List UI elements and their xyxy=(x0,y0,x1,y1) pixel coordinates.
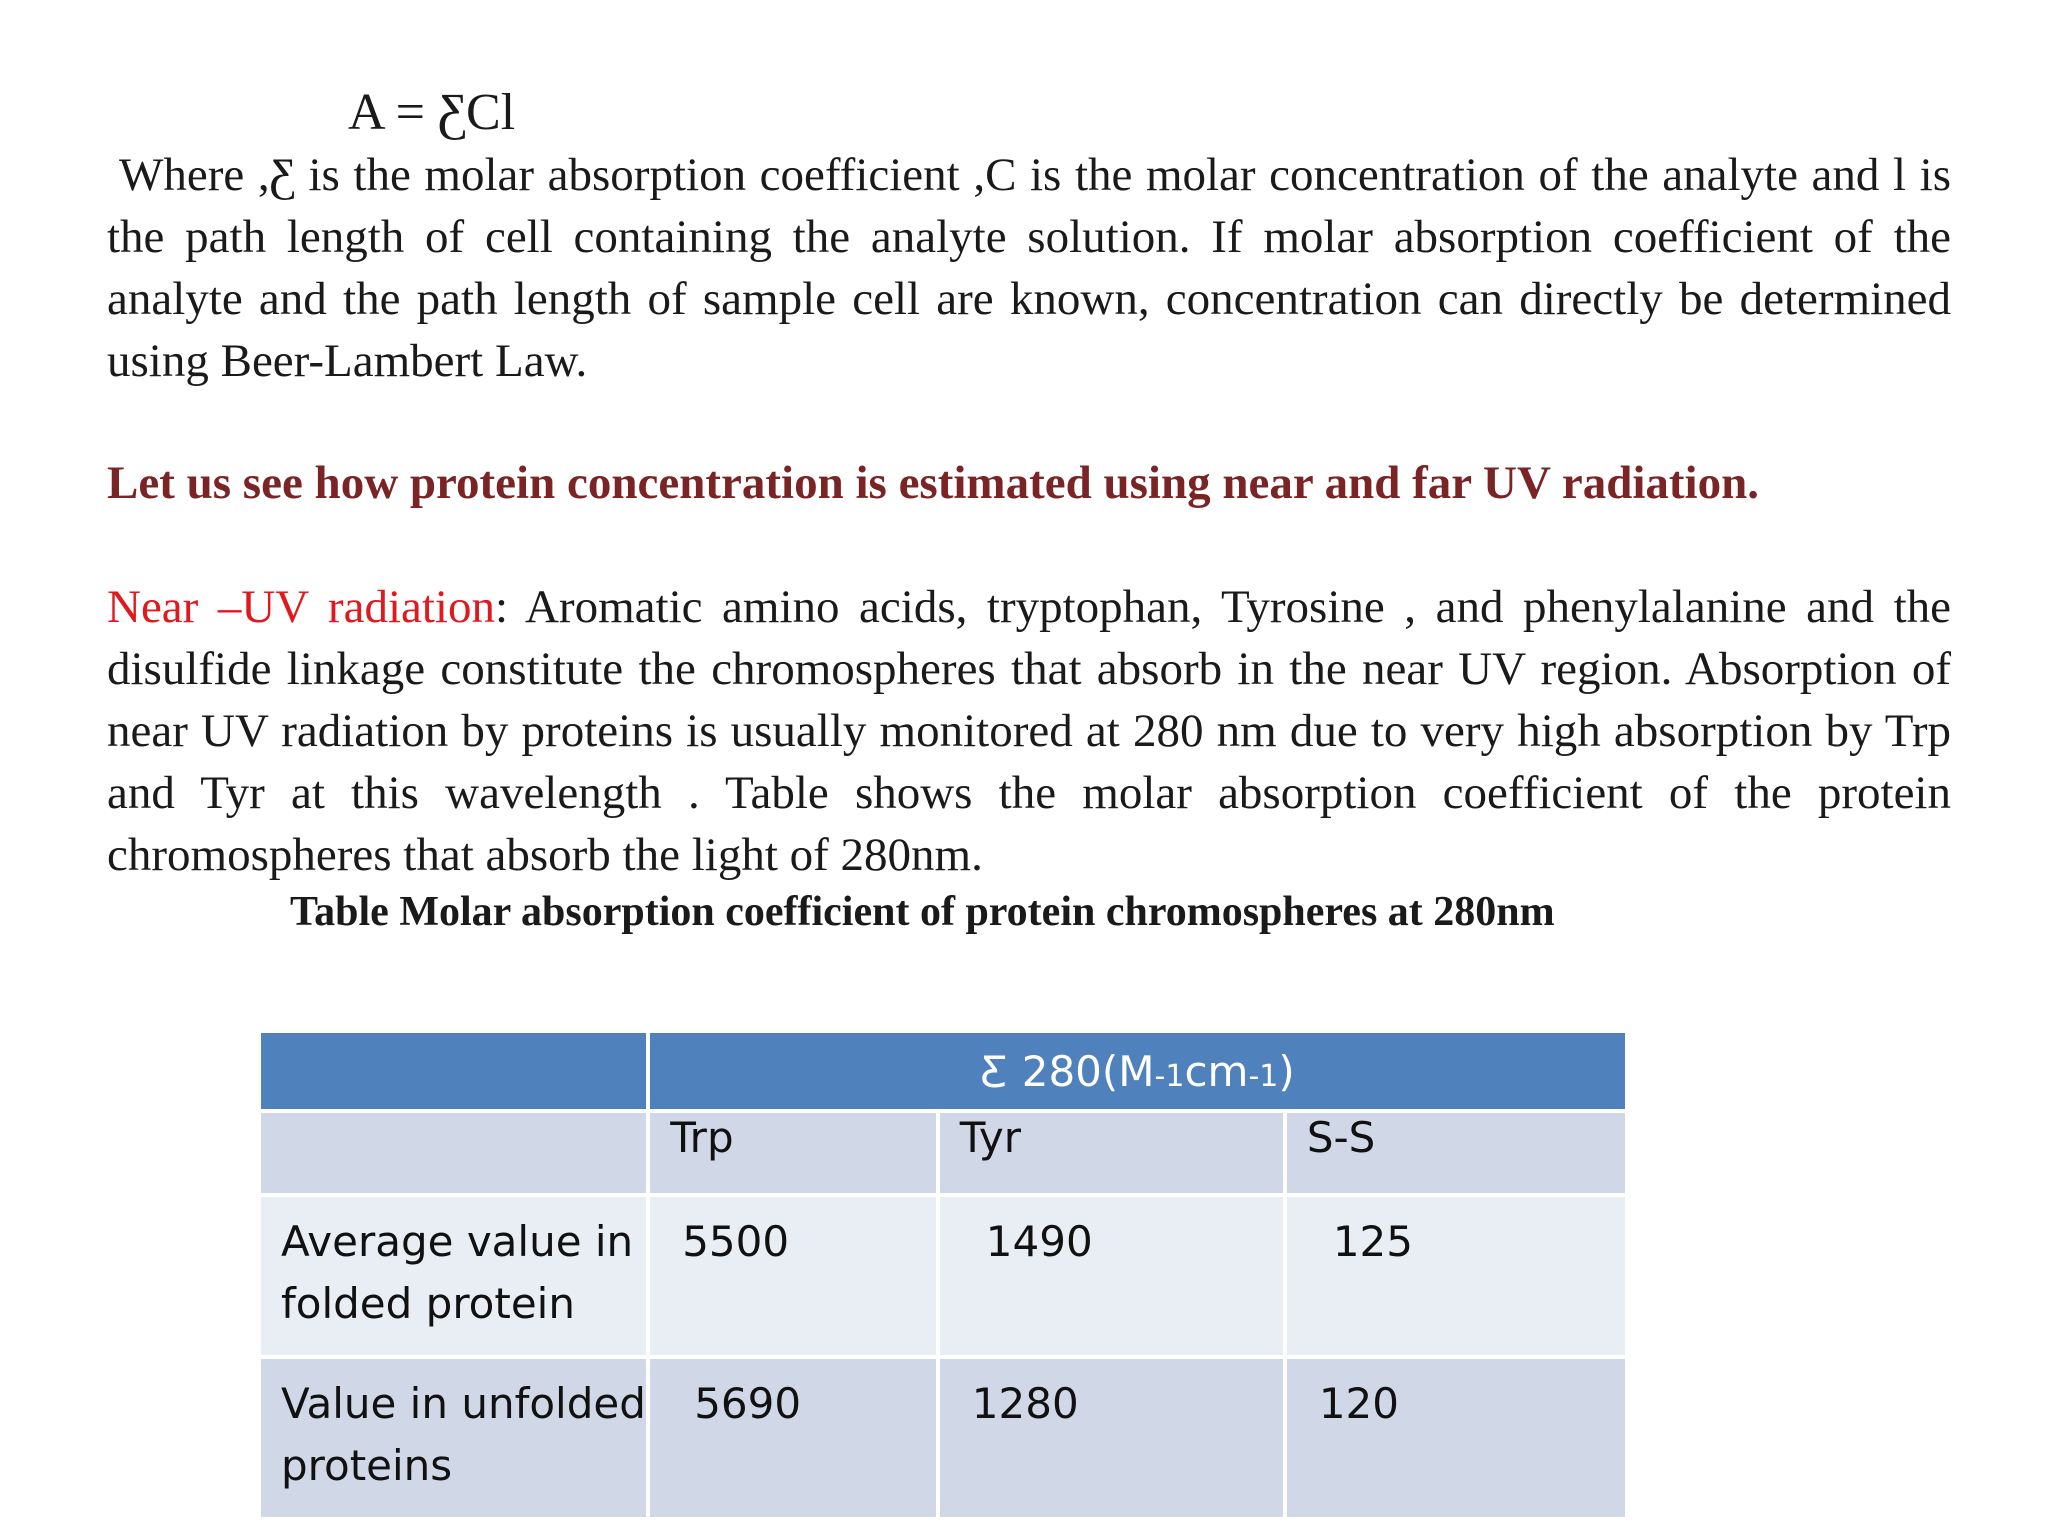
epsilon-header-main: Ƹ 280(M xyxy=(980,1046,1155,1096)
column-label-empty xyxy=(259,1111,648,1195)
header-empty-cell xyxy=(259,1031,648,1111)
column-label-row xyxy=(259,1111,1627,1195)
cell-value: 5690 xyxy=(648,1357,938,1519)
row-label: Value in unfolded proteins xyxy=(259,1357,648,1519)
cell-value: 120 xyxy=(1285,1357,1627,1519)
epsilon-header xyxy=(648,1031,1627,1111)
row-label: Average value in folded protein xyxy=(259,1195,648,1357)
near-uv-paragraph xyxy=(107,576,1951,886)
cell-value: 125 xyxy=(1285,1195,1627,1357)
column-label-trp: Trp xyxy=(648,1111,938,1195)
near-uv-term: Near –UV radiation xyxy=(107,581,495,633)
highlight-heading: Let us see how protein concentration is estimated using near and far UV radiation. xyxy=(107,457,1759,509)
epsilon-header-close: ) xyxy=(1278,1046,1295,1096)
table-caption: Table Molar absorption coefficient of protein chromospheres at 280nm xyxy=(290,889,1555,935)
column-label-ss: S-S xyxy=(1285,1111,1627,1195)
epsilon-header-exp2: -1 xyxy=(1248,1058,1279,1094)
cell-value: 5500 xyxy=(648,1195,938,1357)
cell-value: 1280 xyxy=(938,1357,1285,1519)
epsilon-header-cm: cm xyxy=(1184,1046,1249,1096)
near-uv-body: : Aromatic amino acids, tryptophan, Tyrosine , and phenylalanine and the disulfide linkage constitute the chromospheres that absorb in the near UV region. Absorption of near UV radiation by proteins is usually monitored at 280 nm due to very high absorption by Trp and Tyr at this wavelength . Table shows the molar absorption coefficient of the protein chromospheres that absorb the light of 280nm. xyxy=(107,581,1951,881)
table-row xyxy=(259,1195,1627,1357)
beer-lambert-formula: A = ƸCl xyxy=(348,84,516,141)
column-label-tyr: Tyr xyxy=(938,1111,1285,1195)
molar-absorption-table xyxy=(257,1029,1629,1521)
cell-value: 1490 xyxy=(938,1195,1285,1357)
table-header-row xyxy=(259,1031,1627,1111)
definition-paragraph: Where ,Ƹ is the molar absorption coefficient ,C is the molar concentration of the analyte and l is the path length of cell containing the analyte solution. If molar absorption coefficient of the analyte and the path length of sample cell are known, concentration can directly be determined using Beer-Lambert Law. xyxy=(107,149,1951,387)
epsilon-header-exp1: -1 xyxy=(1154,1058,1185,1094)
table-row xyxy=(259,1357,1627,1519)
